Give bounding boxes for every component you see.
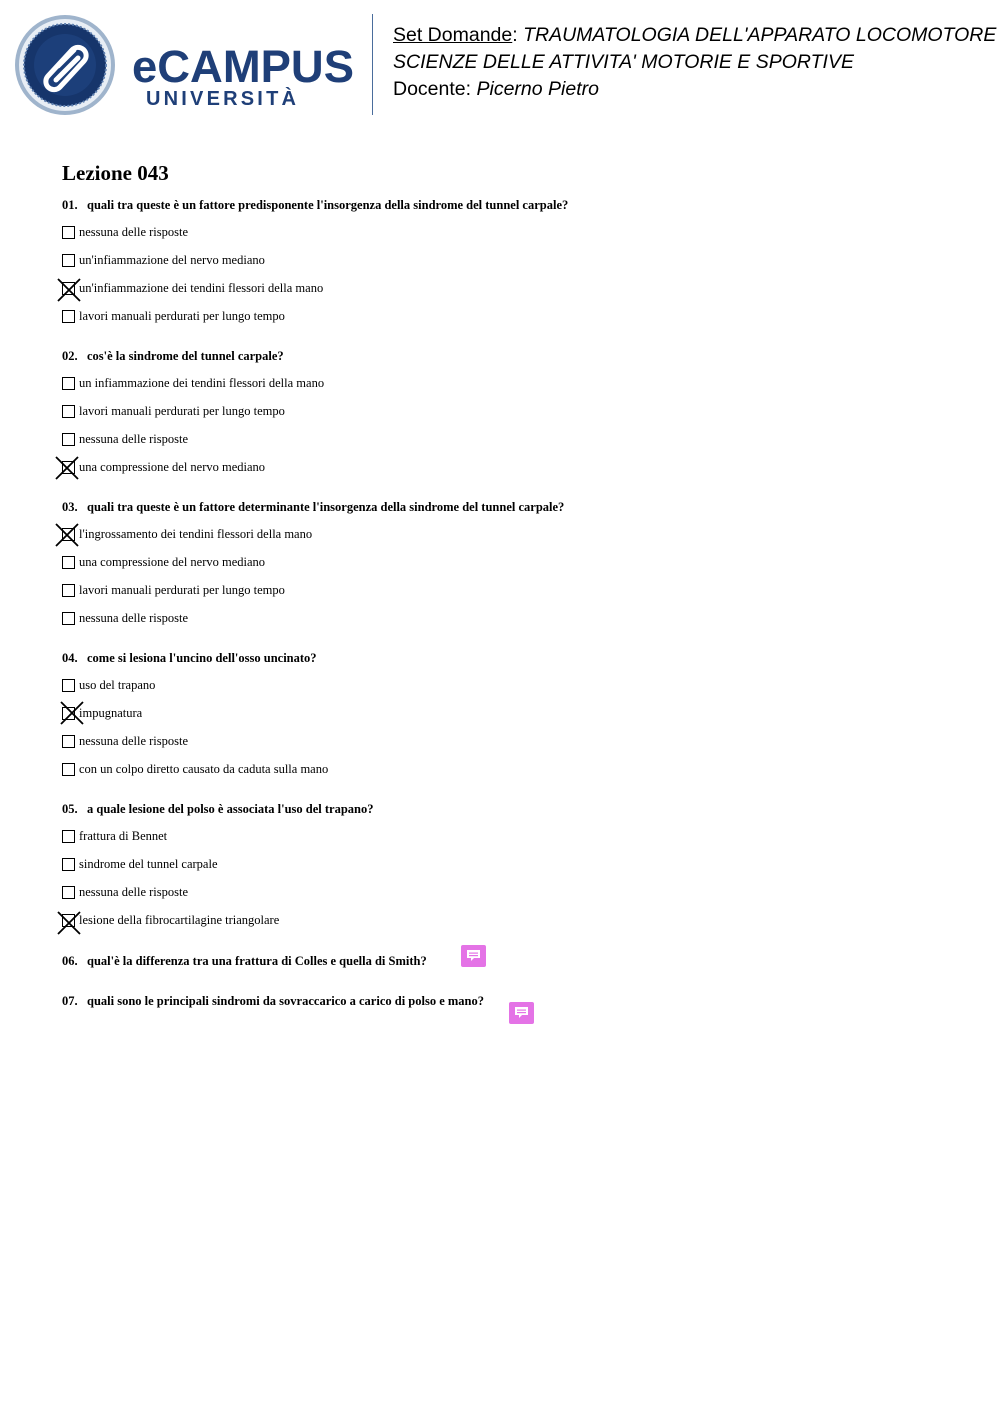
selected-x-mark-icon (55, 456, 79, 480)
question-text: come si lesiona l'uncino dell'osso uncinato? (87, 651, 317, 665)
set-title-line-2: SCIENZE DELLE ATTIVITA' MOTORIE E SPORTIVE (393, 51, 854, 73)
option-label: frattura di Bennet (79, 828, 168, 843)
teacher-name: Picerno Pietro (476, 78, 599, 100)
question-number: 07. (62, 994, 78, 1008)
checkbox[interactable] (62, 377, 75, 390)
set-title-line-1: Set Domande: TRAUMATOLOGIA DELL'APPARATO LOCOMOTORE (393, 24, 997, 46)
comment-icon[interactable] (461, 945, 486, 967)
teacher-line: Docente: Picerno Pietro (393, 78, 599, 100)
checkbox[interactable] (62, 763, 75, 776)
option-label: un infiammazione dei tendini flessori della mano (79, 375, 325, 390)
question-number: 06. (62, 954, 78, 968)
answer-option-selected[interactable] (62, 280, 323, 296)
question-number: 01. (62, 198, 78, 212)
answer-option-selected[interactable] (62, 526, 312, 542)
selected-x-mark-icon (55, 523, 79, 547)
checkbox[interactable] (62, 254, 75, 267)
question-text: cos'è la sindrome del tunnel carpale? (87, 349, 284, 363)
checkbox[interactable] (62, 405, 75, 418)
speech-bubble-icon (509, 1002, 534, 1024)
answer-option[interactable] (62, 677, 155, 693)
answer-option[interactable] (62, 252, 265, 268)
question-text: qual'è la differenza tra una frattura di Colles e quella di Smith? (87, 954, 427, 968)
comment-icon[interactable] (509, 1002, 534, 1024)
option-label: uso del trapano (79, 677, 156, 692)
set-title: TRAUMATOLOGIA DELL'APPARATO LOCOMOTORE (523, 24, 997, 46)
checkbox[interactable] (62, 679, 75, 692)
option-label: una compressione del nervo mediano (79, 459, 266, 474)
checkbox[interactable] (62, 556, 75, 569)
answer-option[interactable] (62, 610, 188, 626)
checkbox[interactable] (62, 226, 75, 239)
selected-x-mark-icon (57, 278, 81, 302)
question-01 (62, 198, 568, 213)
answer-option[interactable] (62, 761, 328, 777)
option-label: nessuna delle risposte (79, 431, 189, 446)
option-label: l'ingrossamento dei tendini flessori della mano (79, 526, 313, 541)
svg-text:eCAMPUS: eCAMPUS (132, 44, 354, 90)
checkbox[interactable] (62, 735, 75, 748)
selected-x-mark-icon (57, 911, 81, 935)
question-number: 04. (62, 651, 78, 665)
answer-option[interactable] (62, 308, 285, 324)
teacher-label: Docente (393, 78, 466, 100)
option-label: lesione della fibrocartilagine triangolare (79, 912, 280, 927)
answer-option[interactable] (62, 582, 285, 598)
question-05 (62, 802, 373, 817)
option-label: una compressione del nervo mediano (79, 554, 266, 569)
question-02 (62, 349, 284, 364)
lesson-title: Lezione 043 (62, 161, 169, 185)
question-text: quali sono le principali sindromi da sovraccarico a carico di polso e mano? (87, 994, 485, 1008)
answer-option-selected[interactable] (62, 912, 279, 928)
question-number: 05. (62, 802, 78, 816)
option-label: lavori manuali perdurati per lungo tempo (79, 308, 285, 323)
answer-option[interactable] (62, 431, 188, 447)
option-label: sindrome del tunnel carpale (79, 856, 218, 871)
option-label: lavori manuali perdurati per lungo tempo (79, 582, 285, 597)
answer-option[interactable] (62, 554, 265, 570)
answer-option[interactable] (62, 733, 188, 749)
header-divider (372, 14, 373, 115)
answer-option[interactable] (62, 224, 188, 240)
header-info (393, 22, 996, 103)
answer-option[interactable] (62, 403, 285, 419)
option-label: un'infiammazione dei tendini flessori della mano (79, 280, 324, 295)
checkbox[interactable] (62, 886, 75, 899)
logo-subtitle: UNIVERSITÀ (146, 88, 300, 110)
answer-option[interactable] (62, 856, 218, 872)
checkbox[interactable] (62, 830, 75, 843)
question-text: quali tra queste è un fattore predisponente l'insorgenza della sindrome del tunnel carpale? (87, 198, 569, 212)
question-06 (62, 954, 427, 969)
question-text: a quale lesione del polso è associata l'uso del trapano? (87, 802, 374, 816)
ecampus-wordmark (132, 44, 357, 90)
option-label: impugnatura (79, 705, 143, 720)
option-label: nessuna delle risposte (79, 733, 189, 748)
checkbox[interactable] (62, 612, 75, 625)
answer-option[interactable] (62, 828, 167, 844)
option-label: nessuna delle risposte (79, 610, 189, 625)
answer-option-selected[interactable] (62, 459, 265, 475)
answer-option[interactable] (62, 884, 188, 900)
option-label: con un colpo diretto causato da caduta sulla mano (79, 761, 329, 776)
question-03 (62, 500, 564, 515)
question-number: 02. (62, 349, 78, 363)
question-text: quali tra queste è un fattore determinante l'insorgenza della sindrome del tunnel carpale? (87, 500, 565, 514)
option-label: nessuna delle risposte (79, 224, 189, 239)
question-04 (62, 651, 317, 666)
option-label: lavori manuali perdurati per lungo tempo (79, 403, 285, 418)
checkbox[interactable] (62, 433, 75, 446)
university-seal-icon (14, 14, 116, 116)
answer-option[interactable] (62, 375, 324, 391)
checkbox[interactable] (62, 310, 75, 323)
ecampus-logo (14, 14, 359, 118)
question-07 (62, 994, 484, 1009)
checkbox[interactable] (62, 584, 75, 597)
speech-bubble-icon (461, 945, 486, 967)
question-number: 03. (62, 500, 78, 514)
option-label: un'infiammazione del nervo mediano (79, 252, 265, 267)
option-label: nessuna delle risposte (79, 884, 189, 899)
set-label: Set Domande (393, 24, 513, 46)
selected-x-mark-icon (60, 701, 84, 725)
checkbox[interactable] (62, 858, 75, 871)
